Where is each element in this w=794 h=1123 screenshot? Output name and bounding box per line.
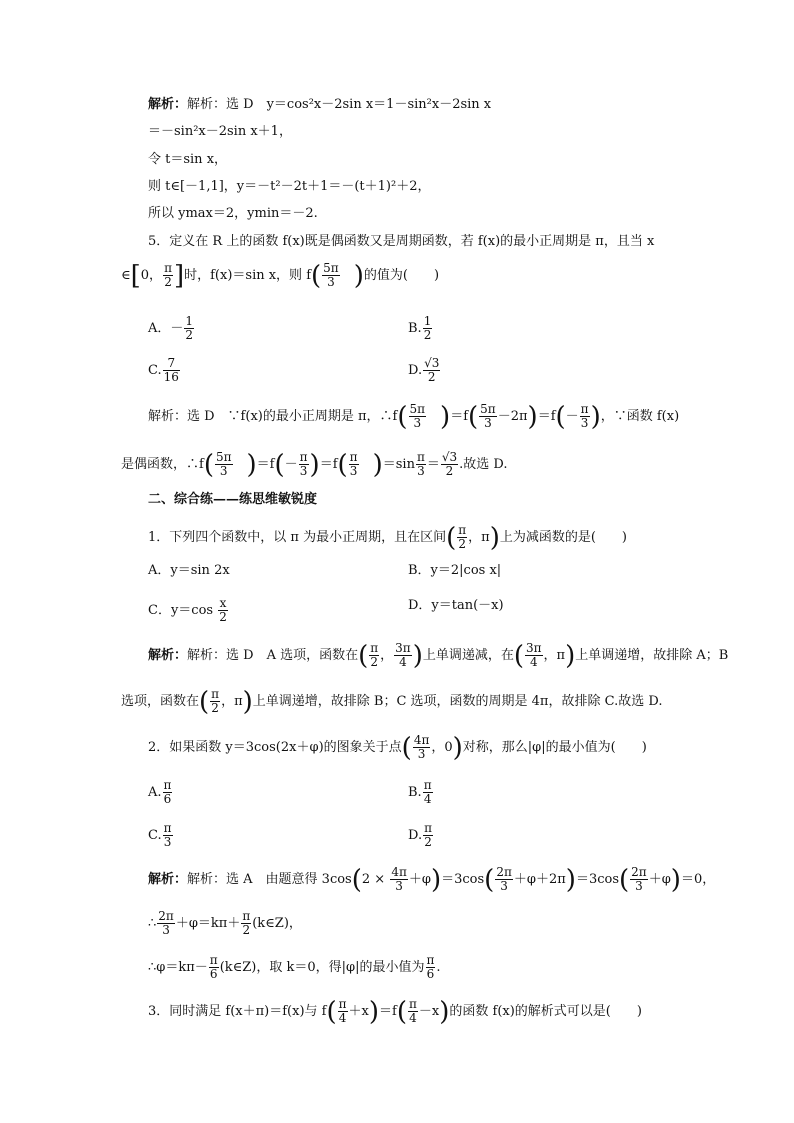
- q1-option-c: C．y＝cos $\frac{x}{2}$: [148, 596, 227, 624]
- q2-option-c: C. $\frac{\pi}{3}$: [148, 821, 172, 849]
- q1-option-b: B．y＝2|cos x|: [408, 563, 502, 578]
- q5-option-c: C. $\frac{7}{16}$: [148, 356, 179, 384]
- sol4-line3: 令 t＝sin x，: [148, 152, 228, 167]
- q1-stem: 1．下列四个函数中，以 π 为最小正周期，且在区间( $\frac{\pi}{2}$ ，π)上为减函数的是( ): [148, 522, 627, 553]
- section-title: 二、综合练——练思维敏锐度: [148, 492, 318, 507]
- sol4-line2: ＝－sin²x－2sin x＋1，: [148, 124, 292, 139]
- q1-solution-line1: 解析：解析：选 D A 选项，函数在( $\frac{\pi}{2}$ ， $\frac{3\pi}{4}$ )上单调递减，在( $\frac{3\pi}{4}$ ，π)上单调递增，故排除 A；B: [148, 640, 729, 671]
- q2-solution-line3: ∴φ＝kπ－ $\frac{\pi}{6}$ (k∈Z)，取 k＝0，得|φ|的最小值为 $\frac{\pi}{6}$ .: [148, 953, 441, 981]
- q5-solution-line2: 是偶函数，∴f( $\frac{5\pi}{3}$ )＝f(－ $\frac{\pi}{3}$ )＝f( $\frac{\pi}{3}$ )＝sin $\frac{\pi}{3}$ ＝ $\frac{√3}{2}$ .故选 D.: [121, 449, 508, 480]
- q5-stem-line2: ∈[0， $\frac{\pi}{2}$ ]时，f(x)＝sin x，则 f( $\frac{5\pi}{3}$ )的值为( ): [121, 260, 440, 291]
- q2-option-b: B. $\frac{\pi}{4}$: [408, 778, 432, 806]
- sol4-line5: 所以 ymax＝2，ymin＝－2.: [148, 206, 318, 221]
- q2-stem: 2．如果函数 y＝3cos(2x＋φ)的图象关于点( $\frac{4\pi}{3}$ ，0)对称，那么|φ|的最小值为( ): [148, 732, 647, 763]
- sol4-line1: 解析：解析：选 D y＝cos²x－2sin x＝1－sin²x－2sin x: [148, 97, 492, 112]
- q5-option-a: A．－ $\frac{1}{2}$: [148, 314, 194, 342]
- sol4-line4: 则 t∈[－1,1]，y＝－t²－2t＋1＝－(t＋1)²＋2，: [148, 179, 431, 194]
- q2-solution-line2: ∴ $\frac{2\pi}{3}$ ＋φ＝kπ＋ $\frac{\pi}{2}$ (k∈Z)，: [148, 909, 302, 937]
- sol4-line1-text: 解析：选 D y＝cos²x－2sin x＝1－sin²x－2sin x: [187, 97, 492, 112]
- q5-option-d: D. $\frac{√3}{2}$: [408, 356, 440, 384]
- q1-option-d: D．y＝tan(－x): [408, 598, 504, 613]
- q2-option-d: D. $\frac{\pi}{2}$: [408, 821, 432, 849]
- q5-solution-line1: 解析：选 D ∵f(x)的最小正周期是 π，∴f( $\frac{5\pi}{3}$ )＝f( $\frac{5\pi}{3}$ －2π)＝f(－ $\frac{\pi}{3}$ )，∵函数 f(x): [148, 401, 680, 432]
- q1-solution-line2: 选项，函数在( $\frac{\pi}{2}$ ，π)上单调递增，故排除 B；C 选项，函数的周期是 4π，故排除 C.故选 D.: [121, 686, 663, 717]
- q1-option-a: A．y＝sin 2x: [148, 563, 230, 578]
- q2-option-a: A. $\frac{\pi}{6}$: [148, 778, 172, 806]
- q2-solution-line1: 解析：解析：选 A 由题意得 3cos(2 × $\frac{4\pi}{3}$ ＋φ)＝3cos( $\frac{2\pi}{3}$ ＋φ＋2π)＝3cos( $\frac{2\pi}{3}$ ＋φ)＝0，: [148, 864, 716, 895]
- q5-stem-line1: 5．定义在 R 上的函数 f(x)既是偶函数又是周期函数，若 f(x)的最小正周期是 π，且当 x: [148, 234, 655, 249]
- q5-option-b: B. $\frac{1}{2}$: [408, 314, 432, 342]
- q3-stem: 3．同时满足 f(x＋π)＝f(x)与 f( $\frac{\pi}{4}$ ＋x)＝f( $\frac{\pi}{4}$ －x)的函数 f(x)的解析式可以是( ): [148, 996, 642, 1027]
